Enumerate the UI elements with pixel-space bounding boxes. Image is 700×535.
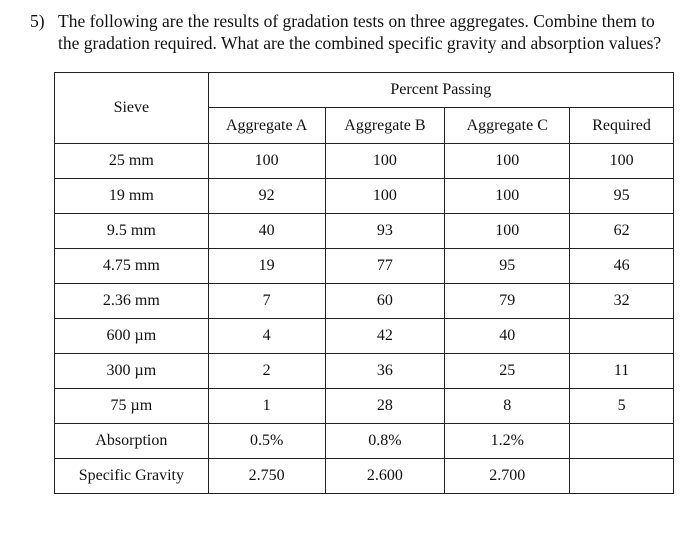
cell-required bbox=[570, 459, 674, 494]
header-aggregate-b: Aggregate B bbox=[325, 108, 445, 144]
cell-required bbox=[570, 424, 674, 459]
cell-aggregate-c: 40 bbox=[445, 319, 570, 354]
table-row bbox=[55, 284, 674, 319]
cell-aggregate-c: 100 bbox=[445, 214, 570, 249]
question-number: 5) bbox=[30, 11, 45, 31]
row-label: 75 µm bbox=[55, 389, 209, 424]
question-line-1-text: The following are the results of gradation tests on three aggregates. Combine them to bbox=[58, 11, 655, 31]
cell-aggregate-a: 0.5% bbox=[208, 424, 325, 459]
cell-aggregate-b: 77 bbox=[325, 249, 445, 284]
row-label: 2.36 mm bbox=[55, 284, 209, 319]
row-label: Absorption bbox=[55, 424, 209, 459]
cell-aggregate-b: 100 bbox=[325, 144, 445, 179]
row-label: 25 mm bbox=[55, 144, 209, 179]
header-percent-passing: Percent Passing bbox=[208, 73, 673, 108]
row-label: Specific Gravity bbox=[55, 459, 209, 494]
cell-required: 100 bbox=[570, 144, 674, 179]
cell-required: 95 bbox=[570, 179, 674, 214]
cell-required: 5 bbox=[570, 389, 674, 424]
cell-aggregate-a: 2.750 bbox=[208, 459, 325, 494]
cell-aggregate-a: 7 bbox=[208, 284, 325, 319]
cell-aggregate-a: 92 bbox=[208, 179, 325, 214]
question-line-2: the gradation required. What are the combined specific gravity and absorption values? bbox=[58, 33, 662, 53]
cell-aggregate-c: 100 bbox=[445, 179, 570, 214]
cell-required: 32 bbox=[570, 284, 674, 319]
cell-aggregate-c: 2.700 bbox=[445, 459, 570, 494]
question-text bbox=[30, 10, 700, 54]
row-label: 19 mm bbox=[55, 179, 209, 214]
cell-aggregate-a: 4 bbox=[208, 319, 325, 354]
table-row bbox=[55, 214, 674, 249]
cell-aggregate-c: 79 bbox=[445, 284, 570, 319]
cell-aggregate-a: 1 bbox=[208, 389, 325, 424]
cell-aggregate-c: 95 bbox=[445, 249, 570, 284]
cell-required: 11 bbox=[570, 354, 674, 389]
cell-aggregate-b: 93 bbox=[325, 214, 445, 249]
cell-aggregate-a: 19 bbox=[208, 249, 325, 284]
table-row bbox=[55, 319, 674, 354]
row-label: 300 µm bbox=[55, 354, 209, 389]
cell-required: 46 bbox=[570, 249, 674, 284]
cell-aggregate-b: 36 bbox=[325, 354, 445, 389]
cell-aggregate-a: 2 bbox=[208, 354, 325, 389]
table-row bbox=[55, 249, 674, 284]
cell-aggregate-a: 40 bbox=[208, 214, 325, 249]
table-row-specific-gravity bbox=[55, 459, 674, 494]
cell-aggregate-b: 0.8% bbox=[325, 424, 445, 459]
table-row bbox=[55, 144, 674, 179]
row-label: 9.5 mm bbox=[55, 214, 209, 249]
header-row-group bbox=[55, 73, 674, 108]
cell-aggregate-c: 100 bbox=[445, 144, 570, 179]
table-row bbox=[55, 179, 674, 214]
header-sieve: Sieve bbox=[55, 73, 209, 144]
cell-aggregate-b: 60 bbox=[325, 284, 445, 319]
table-row bbox=[55, 354, 674, 389]
table-row bbox=[55, 389, 674, 424]
gradation-table bbox=[54, 72, 674, 494]
cell-aggregate-b: 100 bbox=[325, 179, 445, 214]
table-row-absorption bbox=[55, 424, 674, 459]
cell-aggregate-b: 28 bbox=[325, 389, 445, 424]
cell-aggregate-c: 25 bbox=[445, 354, 570, 389]
header-aggregate-c: Aggregate C bbox=[445, 108, 570, 144]
cell-required: 62 bbox=[570, 214, 674, 249]
cell-aggregate-c: 8 bbox=[445, 389, 570, 424]
question-line-1 bbox=[30, 10, 700, 32]
row-label: 4.75 mm bbox=[55, 249, 209, 284]
header-aggregate-a: Aggregate A bbox=[208, 108, 325, 144]
header-required: Required bbox=[570, 108, 674, 144]
cell-aggregate-c: 1.2% bbox=[445, 424, 570, 459]
cell-aggregate-a: 100 bbox=[208, 144, 325, 179]
cell-aggregate-b: 42 bbox=[325, 319, 445, 354]
row-label: 600 µm bbox=[55, 319, 209, 354]
cell-aggregate-b: 2.600 bbox=[325, 459, 445, 494]
cell-required bbox=[570, 319, 674, 354]
